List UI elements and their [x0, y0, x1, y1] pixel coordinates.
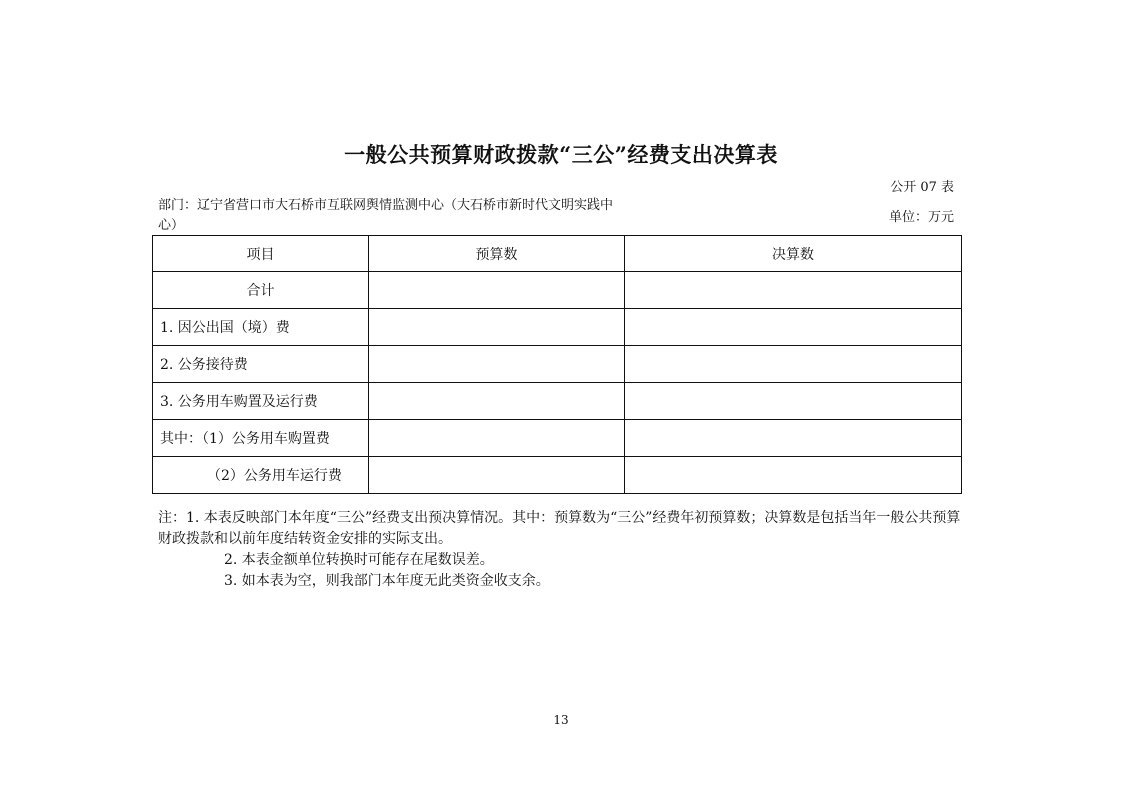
report-title: 一般公共预算财政拨款“三公”经费支出决算表 — [344, 142, 778, 167]
row-budget — [369, 309, 625, 346]
note-1: 注：1. 本表反映部门本年度“三公”经费支出预决算情况。其中：预算数为“三公”经费年初预算数；决算数是包括当年一般公共预算财政拨款和以前年度结转资金安排的实际支出。 — [158, 510, 961, 547]
header-final: 决算数 — [625, 236, 962, 272]
row-item: 3. 公务用车购置及运行费 — [153, 383, 369, 420]
row-item: （2）公务用车运行费 — [153, 457, 369, 494]
note-3: 3. 如本表为空，则我部门本年度无此类资金收支余。 — [224, 573, 550, 589]
unit-label: 单位：万元 — [888, 210, 954, 225]
row-budget — [369, 457, 625, 494]
table-header-row — [153, 236, 962, 272]
row-budget — [369, 272, 625, 309]
row-final — [625, 346, 962, 383]
row-budget — [369, 346, 625, 383]
row-item: 1. 因公出国（境）费 — [153, 309, 369, 346]
table-row — [153, 272, 962, 309]
row-item: 其中：（1）公务用车购置费 — [153, 420, 369, 457]
table-row — [153, 346, 962, 383]
row-final — [625, 383, 962, 420]
row-item: 2. 公务接待费 — [153, 346, 369, 383]
table-row — [153, 383, 962, 420]
header-item: 项目 — [153, 236, 369, 272]
expense-table — [152, 235, 962, 494]
department-label: 部门：辽宁省营口市大石桥市互联网舆情监测中心（大石桥市新时代文明实践中心） — [158, 198, 614, 233]
row-final — [625, 457, 962, 494]
note-2: 2. 本表金额单位转换时可能存在尾数误差。 — [224, 552, 494, 568]
form-number: 公开 07 表 — [890, 180, 954, 195]
notes-section — [158, 508, 970, 592]
table-row — [153, 309, 962, 346]
row-budget — [369, 420, 625, 457]
page-number: 13 — [553, 713, 569, 727]
row-budget — [369, 383, 625, 420]
row-final — [625, 309, 962, 346]
row-item: 合计 — [153, 272, 369, 309]
table-row — [153, 420, 962, 457]
header-budget: 预算数 — [369, 236, 625, 272]
row-final — [625, 420, 962, 457]
row-final — [625, 272, 962, 309]
table-row — [153, 457, 962, 494]
